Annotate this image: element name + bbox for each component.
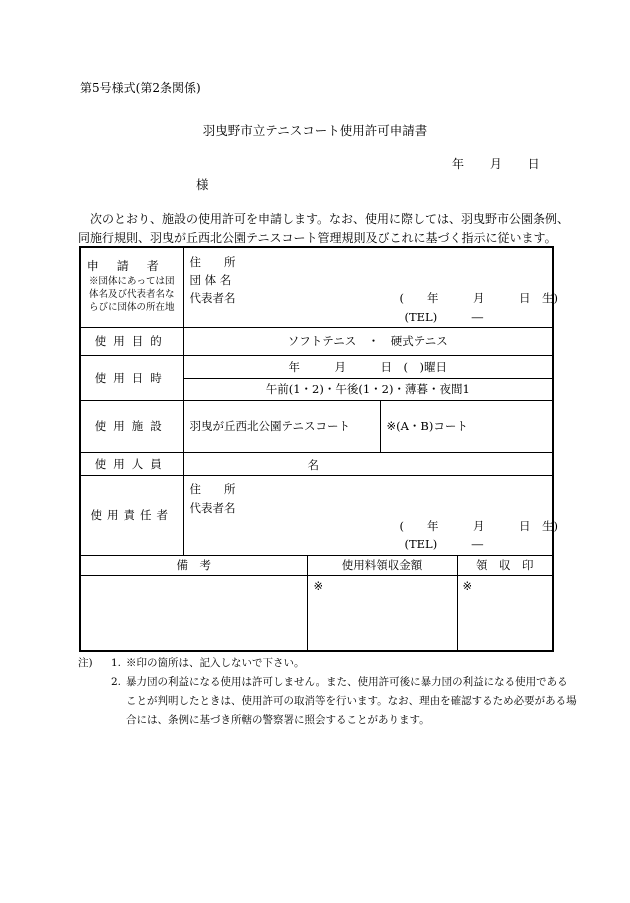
responsible-row: [80, 475, 553, 555]
people-row: [80, 452, 553, 475]
note-1-text: ※印の箇所は、記入しないで下さい。: [126, 657, 305, 669]
purpose-value[interactable]: ソフトテニス ・ 硬式テニス: [183, 327, 553, 355]
applicant-label-cell: [80, 247, 183, 327]
applicant-birth-line: ( 年 月 日 生): [399, 291, 558, 305]
intro-line-2: 同施行規則、羽曳が丘西北公園テニスコート管理規則及びこれに基づく指示に従います。: [78, 231, 557, 245]
intro-line-1: 次のとおり、施設の使用許可を申請します。なお、使用に際しては、羽曳野市公園条例、: [90, 212, 570, 226]
notes-section: [78, 654, 577, 730]
applicant-rep-label: 代表者名: [189, 291, 236, 305]
stamp-label: 領 収 印: [457, 555, 553, 575]
note-1: [78, 654, 558, 673]
datetime-date-value[interactable]: 年 月 日 ( )曜日: [183, 355, 553, 378]
responsible-tel-line: (TEL) ―: [404, 536, 484, 551]
applicant-row: [80, 247, 553, 327]
facility-row: [80, 400, 553, 452]
applicant-group-label: 団 体 名: [189, 273, 232, 287]
facility-label: 使用施設: [80, 400, 183, 452]
people-input-cell[interactable]: [183, 452, 553, 475]
document-title: 羽曳野市立テニスコート使用許可申請書: [202, 123, 428, 138]
note-1-number: 1.: [111, 657, 122, 669]
note-2-line-1: 暴力団の利益になる使用は許可しません。また、使用許可後に暴力団の利益になる使用である: [126, 676, 568, 688]
stamp-cell[interactable]: [457, 575, 553, 651]
applicant-address-label: 住 所: [189, 255, 236, 269]
purpose-row: [80, 327, 553, 355]
form-number: 第5号様式(第2条関係): [80, 81, 201, 95]
remarks-cell[interactable]: [80, 575, 307, 651]
intro-paragraph: [78, 210, 570, 248]
datetime-label: 使用日時: [80, 355, 183, 400]
application-form-table: [79, 246, 558, 652]
note-2-number: 2.: [111, 676, 122, 688]
footer-header-row: [80, 555, 553, 575]
responsible-rep-label: 代表者名: [189, 500, 236, 515]
note-2: [78, 673, 568, 692]
fee-cell[interactable]: [307, 575, 457, 651]
applicant-note-1: ※団体にあっては団: [89, 276, 175, 288]
applicant-input-cell[interactable]: [183, 247, 558, 327]
date-line: 年 月 日: [452, 157, 540, 171]
note-2-line-2: ことが判明したときは、使用許可の取消等を行います。なお、理由を確認するため必要がある場: [126, 695, 577, 707]
datetime-time-value[interactable]: 午前(1・2)・午後(1・2)・薄暮・夜間1: [183, 378, 553, 400]
fee-label: 使用料領収金額: [307, 555, 457, 575]
stamp-mark: ※: [462, 578, 473, 593]
people-unit: 名: [307, 457, 319, 472]
note-2-line-3: 合には、条例に基づき所轄の警察署に照会することがあります。: [126, 714, 430, 726]
applicant-tel-line: (TEL) ―: [404, 310, 484, 324]
note-2-cont-1: [78, 692, 577, 711]
applicant-note-3: らびに団体の所在地: [88, 302, 175, 314]
fee-mark: ※: [313, 578, 324, 593]
facility-name: 羽曳が丘西北公園テニスコート: [183, 400, 380, 452]
responsible-address-label: 住 所: [189, 481, 236, 496]
addressee: 様: [196, 177, 209, 192]
applicant-label: 申請者: [86, 259, 177, 274]
purpose-label: 使用目的: [80, 327, 183, 355]
applicant-note-2: 体名及び代表者名な: [88, 289, 175, 301]
footer-body-row: [80, 575, 553, 651]
facility-court[interactable]: ※(A・B)コート: [380, 400, 553, 452]
responsible-label: 使用責任者: [80, 475, 183, 555]
datetime-row-1: [80, 355, 553, 378]
notes-prefix: 注): [78, 657, 93, 669]
note-2-cont-2: [78, 711, 558, 730]
responsible-birth-line: ( 年 月 日 生): [399, 518, 558, 533]
responsible-input-cell[interactable]: [183, 475, 558, 555]
remarks-label: 備 考: [80, 555, 307, 575]
people-label: 使用人員: [80, 452, 183, 475]
